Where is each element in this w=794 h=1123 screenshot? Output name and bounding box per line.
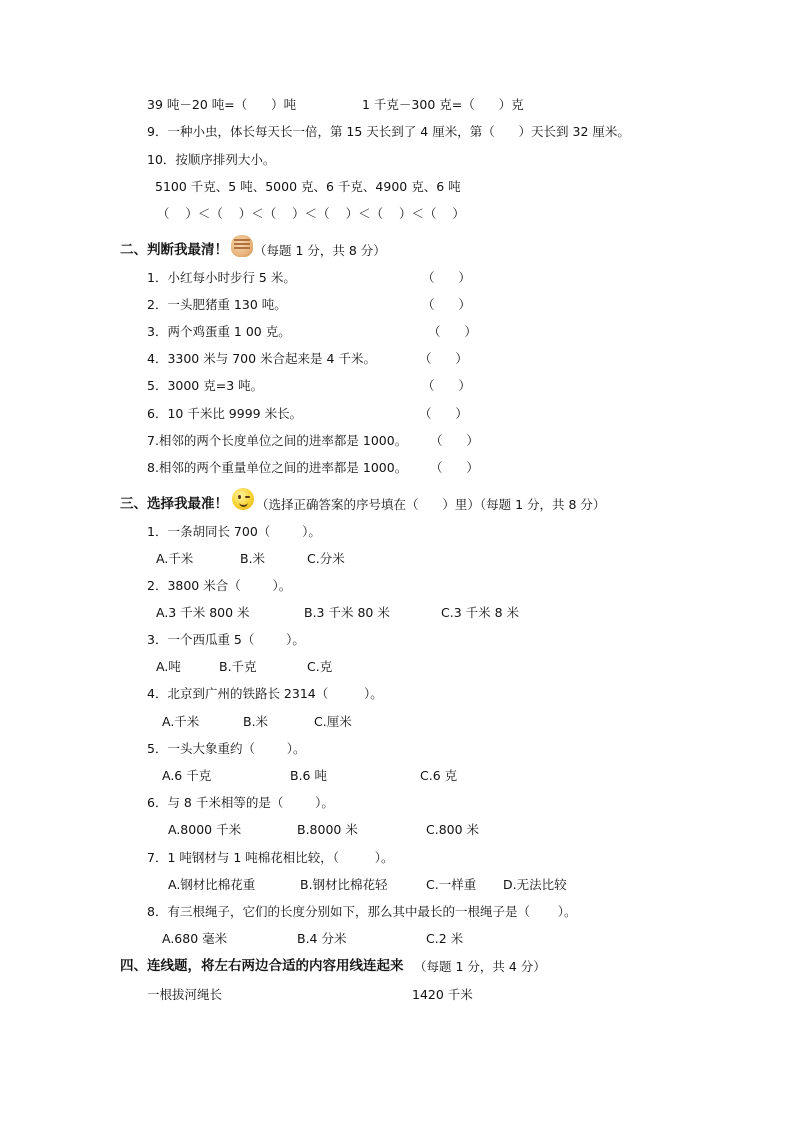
choice-1-c[interactable]: C.分米 xyxy=(307,551,345,566)
section-4-note: （每题 1 分，共 4 分） xyxy=(414,959,546,974)
choice-8-c[interactable]: C.2 米 xyxy=(426,931,464,946)
choice-question-7: 7．1 吨钢材与 1 吨棉花相比较，（ ）。 xyxy=(147,850,394,865)
q8-line-left: 39 吨－20 吨=（ ）吨 xyxy=(147,97,297,112)
wink-icon xyxy=(232,488,254,510)
choice-2-c[interactable]: C.3 千米 8 米 xyxy=(441,605,520,620)
choice-8-b[interactable]: B.4 分米 xyxy=(297,931,347,946)
judge-item-1: 1．小红每小时步行 5 米。 xyxy=(147,270,296,285)
section-2-note: （每题 1 分，共 8 分） xyxy=(254,243,386,258)
judge-item-5: 5．3000 克=3 吨。 xyxy=(147,378,264,393)
choice-question-6: 6．与 8 千米相等的是（ ）。 xyxy=(147,795,334,810)
choice-1-b[interactable]: B.米 xyxy=(240,551,266,566)
choice-1-a[interactable]: A.千米 xyxy=(156,551,194,566)
judge-paren-7[interactable]: （ ） xyxy=(430,433,479,448)
judge-item-7: 7.相邻的两个长度单位之间的进率都是 1000。 xyxy=(147,433,408,448)
question-10-items: 5100 千克、5 吨、5000 克、6 千克、4900 克、6 吨 xyxy=(155,179,461,194)
choice-question-3: 3．一个西瓜重 5（ ）。 xyxy=(147,632,305,647)
choice-4-b[interactable]: B.米 xyxy=(243,714,269,729)
section-3-note: （选择正确答案的序号填在（ ）里）（每题 1 分，共 8 分） xyxy=(256,497,606,512)
choice-5-c[interactable]: C.6 克 xyxy=(420,768,458,783)
fist-icon xyxy=(231,235,253,257)
section-4-title: 四、连线题，将左右两边合适的内容用线连起来 xyxy=(120,958,404,974)
choice-question-1: 1．一条胡同长 700（ ）。 xyxy=(147,524,321,539)
judge-paren-2[interactable]: （ ） xyxy=(422,297,471,312)
judge-paren-3[interactable]: （ ） xyxy=(428,324,477,339)
choice-3-a[interactable]: A.吨 xyxy=(156,659,181,674)
judge-paren-5[interactable]: （ ） xyxy=(422,378,471,393)
choice-question-2: 2．3800 米合（ ）。 xyxy=(147,578,292,593)
choice-question-4: 4．北京到广州的铁路长 2314（ ）。 xyxy=(147,686,383,701)
judge-item-6: 6．10 千米比 9999 米长。 xyxy=(147,406,303,421)
choice-5-a[interactable]: A.6 千克 xyxy=(162,768,212,783)
question-10: 10．按顺序排列大小。 xyxy=(147,152,276,167)
choice-2-a[interactable]: A.3 千米 800 米 xyxy=(156,605,250,620)
judge-item-2: 2．一头肥猪重 130 吨。 xyxy=(147,297,287,312)
choice-4-c[interactable]: C.厘米 xyxy=(314,714,352,729)
choice-6-a[interactable]: A.8000 千米 xyxy=(168,822,242,837)
choice-3-c[interactable]: C.克 xyxy=(307,659,333,674)
judge-paren-1[interactable]: （ ） xyxy=(422,270,471,285)
choice-7-a[interactable]: A.钢材比棉花重 xyxy=(168,877,256,892)
judge-paren-6[interactable]: （ ） xyxy=(419,406,468,421)
choice-6-c[interactable]: C.800 米 xyxy=(426,822,480,837)
choice-6-b[interactable]: B.8000 米 xyxy=(297,822,358,837)
section-3-title: 三、选择我最准！ xyxy=(120,496,228,512)
choice-7-b[interactable]: B.钢材比棉花轻 xyxy=(300,877,388,892)
match-left-1[interactable]: 一根拔河绳长 xyxy=(147,987,223,1002)
choice-3-b[interactable]: B.千克 xyxy=(219,659,257,674)
judge-paren-4[interactable]: （ ） xyxy=(419,351,468,366)
judge-item-8: 8.相邻的两个重量单位之间的进率都是 1000。 xyxy=(147,460,408,475)
choice-7-c[interactable]: C.一样重 xyxy=(426,877,477,892)
choice-4-a[interactable]: A.千米 xyxy=(162,714,200,729)
choice-question-5: 5．一头大象重约（ ）。 xyxy=(147,741,306,756)
choice-2-b[interactable]: B.3 千米 80 米 xyxy=(304,605,390,620)
q8-line-right: 1 千克－300 克=（ ）克 xyxy=(362,97,524,112)
choice-7-d[interactable]: D.无法比较 xyxy=(503,877,567,892)
judge-item-4: 4．3300 米与 700 米合起来是 4 千米。 xyxy=(147,351,376,366)
judge-item-3: 3．两个鸡蛋重 1 00 克。 xyxy=(147,324,291,339)
choice-question-8: 8．有三根绳子，它们的长度分别如下，那么其中最长的一根绳子是（ ）。 xyxy=(147,904,577,919)
question-9: 9．一种小虫，体长每天长一倍，第 15 天长到了 4 厘米，第（ ）天长到 32 厘米。 xyxy=(147,124,630,139)
section-2-title: 二、判断我最清！ xyxy=(120,242,228,258)
judge-paren-8[interactable]: （ ） xyxy=(430,460,479,475)
choice-8-a[interactable]: A.680 毫米 xyxy=(162,931,228,946)
match-right-1[interactable]: 1420 千米 xyxy=(412,987,473,1002)
question-10-blanks: （ ）＜（ ）＜（ ）＜（ ）＜（ ）＜（ ） xyxy=(157,206,465,221)
choice-5-b[interactable]: B.6 吨 xyxy=(290,768,327,783)
